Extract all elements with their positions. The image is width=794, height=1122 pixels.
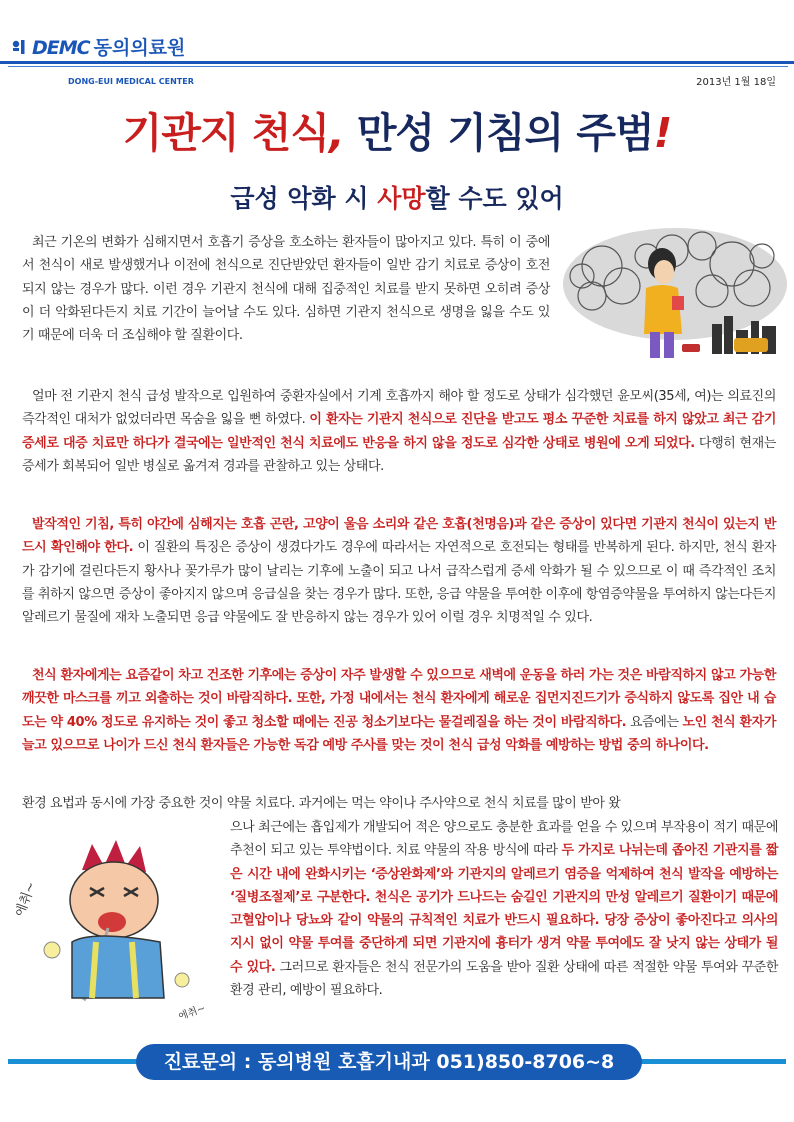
paragraph-intro — [22, 231, 550, 347]
case-report-highlight: 이 환자는 기관지 천식으로 진단을 받고도 평소 꾸준한 치료를 하지 않았고 최근 감기 증세로 대증 치료만 하다가 결국에는 일반적인 천식 치료에도 반응을 하지 않을 정도로 심각한 상태로 병원에 오게 되었다. — [22, 412, 776, 451]
prevention-text: 요즘에는 — [626, 714, 683, 730]
subtitle-after: 할 수도 있어 — [425, 184, 564, 213]
paragraph-intro-text: 최근 기온의 변화가 심해지면서 호흡기 증상을 호소하는 환자들이 많아지고 있다. 특히 이 중에서 천식이 새로 발생했거나 이전에 천식으로 진단받았던 환자들이 일반 감기 치료로 증상이 호전되지 않는 경우가 많다. 이런 경우 기관지 천식에 대해 집중적인 치료를 받지 못하면 오히려 증상이 더 악화된다든지 치료 기간이 늘어날 수도 있다. 심하면 기관지 천식으로 생명을 잃을 수도 있기 때문에 더욱 더 조심해야 할 질환이다. — [22, 235, 550, 344]
prevention-highlight-2: 노인 천식 환자가 늘고 있으므로 나이가 드신 천식 환자들은 가능한 독감 예방 주사를 맞는 것이 천식 급성 악화를 예방하는 방법 중의 하나이다. — [22, 714, 776, 753]
header-divider — [0, 61, 794, 64]
logo-mark-text: DEMC — [32, 37, 90, 59]
issue-date: 2013년 1월 18일 — [696, 77, 776, 88]
subtitle-highlight: 사망 — [377, 184, 426, 213]
logo-korean-name: 동의의료원 — [93, 37, 186, 59]
title-part-2: 만성 기침의 주범 — [343, 109, 654, 157]
case-report-text: 얼마 전 기관지 천식 급성 발작으로 입원하여 중환자실에서 기계 호흡까지 해야 할 정도로 상태가 심각했던 윤모씨(35세, 여)는 의료진의 즉각적인 대처가 없었더라면 목숨을 잃을 뻔 하였다. — [22, 389, 776, 428]
symptoms-text: 이 질환의 특징은 증상이 생겼다가도 경우에 따라서는 자연적으로 호전되는 형태를 반복하게 된다. 하지만, 천식 환자가 감기에 걸린다든지 황사나 꽃가루가 많이 날리는 기후에 노출이 되고 나서 급작스럽게 증세 악화가 될 수 있으므로 이 때 즉각적인 조치를 취하지 않으면 증상이 좋아지지 않으며 응급실을 찾는 경우가 많다. 또한, 응급 약물을 투여한 이후에 항염증약물을 투여하지 않는다든지 알레르기 물질에 재차 노출되면 응급 약물에도 잘 반응하지 않는 경우가 있어 이럴 경우 치명적일 수 있다. — [22, 540, 776, 626]
medication-intro-text: 환경 요법과 동시에 가장 중요한 것이 약물 치료다. 과거에는 먹는 약이나 주사약으로 천식 치료를 많이 받아 왔 — [22, 796, 621, 811]
medication-text: 으나 최근에는 흡입제가 개발되어 적은 양으로도 충분한 효과를 얻을 수 있으며 부작용이 적기 때문에 추천이 되고 있는 투약법이다. 치료 약물의 작용 방식에 따라 — [230, 820, 778, 859]
paragraph-case-report — [22, 385, 776, 478]
cough-sound-left: 에취~ — [12, 879, 40, 919]
contact-text: 진료문의 : 동의병원 호흡기내과 051)850-8706~8 — [163, 1051, 615, 1073]
paragraph-symptoms — [22, 513, 776, 629]
subtitle-before: 급성 악화 시 — [230, 184, 378, 213]
paragraph-medication — [230, 816, 778, 1002]
header-divider-thin — [8, 66, 788, 67]
page-subtitle — [0, 183, 794, 215]
page-title — [0, 108, 794, 158]
paragraph-medication-intro — [22, 792, 776, 815]
title-part-1: 기관지 천식 — [122, 109, 329, 157]
symptoms-highlight: 발작적인 기침, 특히 야간에 심해지는 호흡 곤란, 고양이 울음 소리와 같은 호흡(천명음)과 같은 증상이 있다면 기관지 천식이 있는지 반드시 확인해야 한다. — [22, 517, 776, 556]
cough-sound-right: 에취~ — [177, 1003, 208, 1023]
logo-mark-icon — [10, 38, 30, 58]
title-separator: , — [328, 109, 344, 157]
paragraph-prevention — [22, 664, 776, 757]
case-report-end: 다행히 현재는 증세가 회복되어 일반 병실로 옮겨져 경과를 관찰하고 있는 상태다. — [22, 435, 777, 474]
logo-english-name: DONG-EUI MEDICAL CENTER — [68, 77, 194, 86]
medication-highlight: 두 가지로 나뉘는데 좁아진 기관지를 짧은 시간 내에 완화시키는 ‘증상완화제’와 기관지의 알레르기 염증을 억제하여 천식 발작을 예방하는 ‘질병조절제’로 구분한다. 천식은 공기가 드나드는 숨길인 기관지의 만성 알레르기 질환이기 때문에 고혈압이나 당뇨와 같이 약물의 규칙적인 치료가 반드시 필요하다. 당장 증상이 좋아진다고 의사의 지시 없이 약물 투여를 중단하게 되면 기관지에 흉터가 생겨 약물 투여에도 잘 낫지 않는 상태가 될 수 있다. — [230, 843, 778, 975]
sneezing-boy-illustration — [12, 830, 222, 1030]
medication-end: 그러므로 환자들은 천식 전문가의 도움을 받아 질환 상태에 따른 적절한 약물 투여와 꾸준한 환경 관리, 예방이 필요하다. — [230, 959, 778, 999]
prevention-highlight-1: 천식 환자에게는 요즘같이 차고 건조한 기후에는 증상이 자주 발생할 수 있으므로 새벽에 운동을 하러 가는 것은 바람직하지 않고 가능한 깨끗한 마스크를 끼고 외출하는 것이 바람직하다. 또한, 가정 내에서는 천식 환자에게 해로운 집먼지진드기가 증식하지 않도록 집안 내 습도는 약 40% 정도로 유지하는 것이 좋고 청소할 때에는 진공 청소기보다는 물걸레질을 하는 것이 바람직하다. — [22, 668, 776, 730]
contact-banner — [136, 1044, 642, 1080]
title-exclamation: ! — [653, 109, 672, 157]
smog-cough-illustration — [562, 226, 788, 362]
